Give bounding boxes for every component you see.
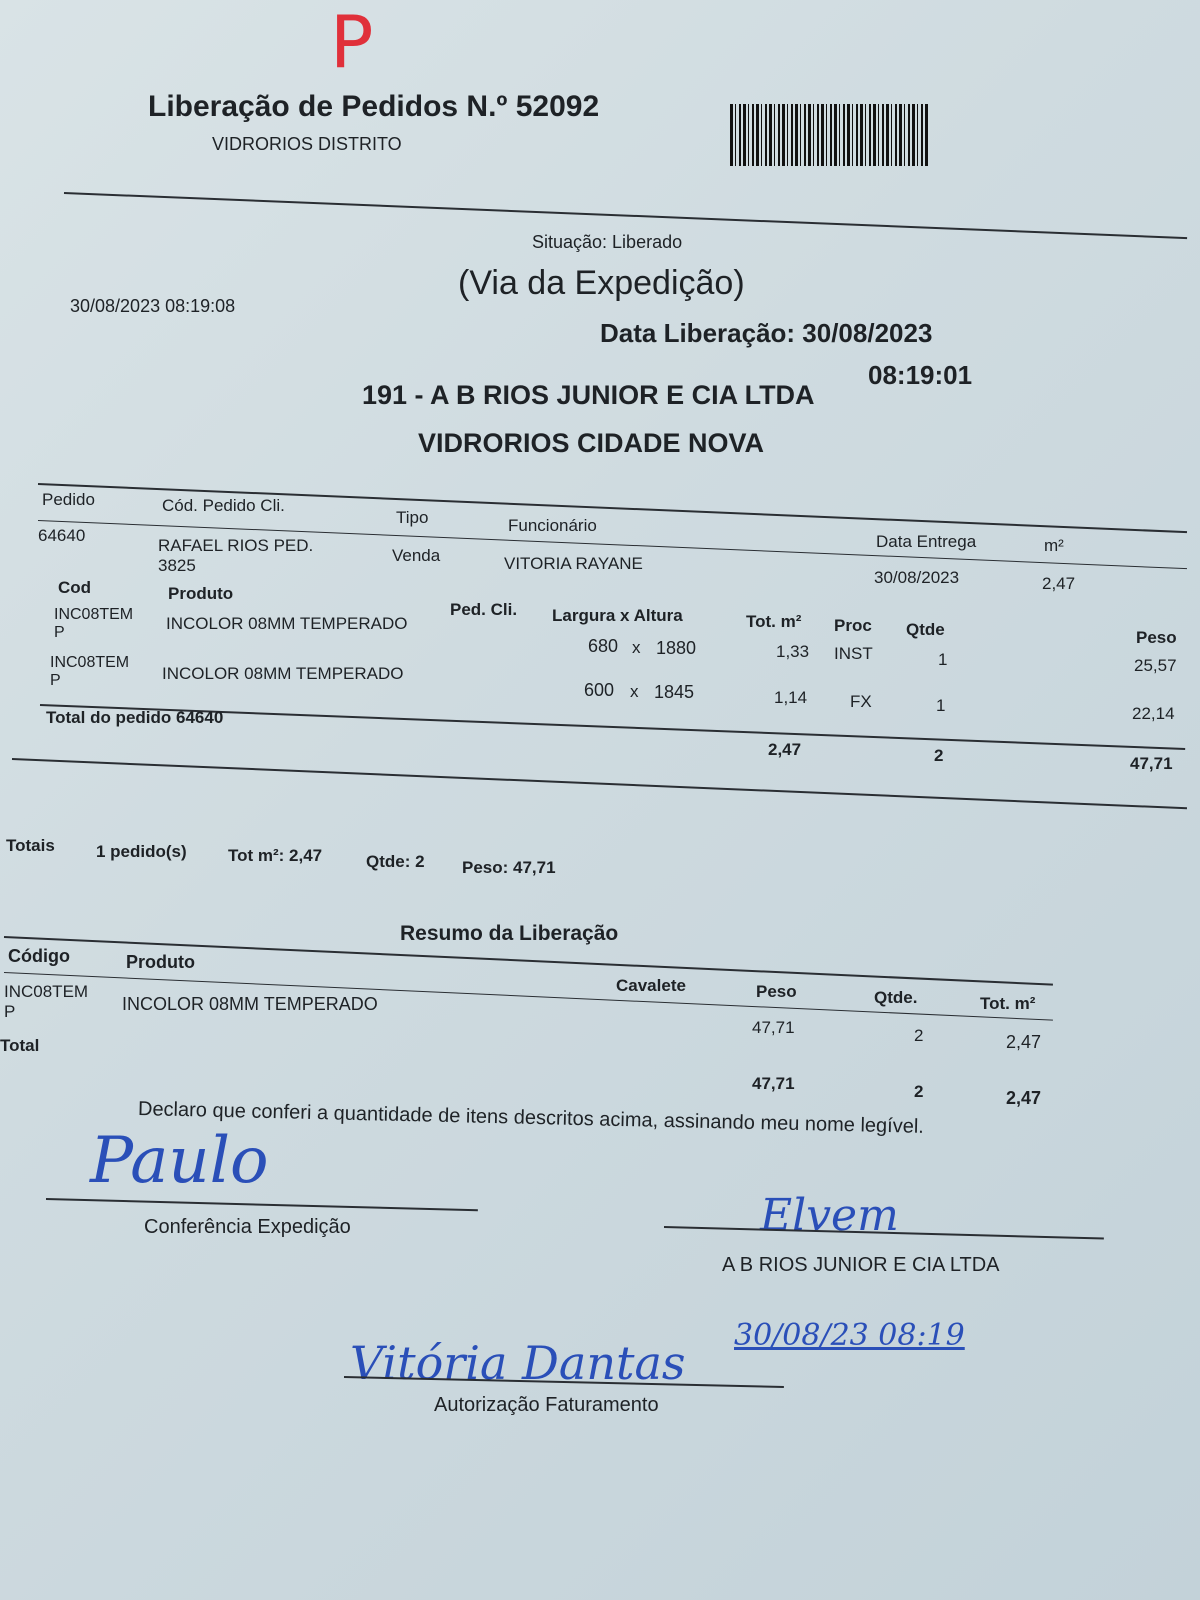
summary-total-label: Total: [0, 1036, 40, 1055]
col-cod-pedido-cli: Cód. Pedido Cli.: [162, 496, 285, 515]
col-m2: m²: [1044, 536, 1064, 555]
col-largura-altura: Largura x Altura: [552, 606, 683, 625]
item-altura: 1880: [656, 638, 697, 658]
summary-col-codigo: Código: [8, 946, 70, 966]
print-timestamp: 30/08/2023 08:19:08: [70, 296, 236, 316]
item-x: x: [630, 682, 639, 701]
col-tipo: Tipo: [396, 508, 429, 527]
totals-label: Totais: [6, 836, 55, 855]
summary-row-tot-m2: 2,47: [1006, 1032, 1042, 1052]
col-data-entrega: Data Entrega: [876, 532, 977, 551]
summary-total-qtde: 2: [914, 1082, 924, 1101]
col-proc: Proc: [834, 616, 872, 635]
item-cod-2: P: [50, 672, 61, 689]
summary-col-qtde: Qtde.: [874, 988, 918, 1007]
signature-conferencia: Paulo: [90, 1124, 269, 1198]
item-x: x: [632, 638, 641, 657]
item-produto: INCOLOR 08MM TEMPERADO: [162, 664, 404, 683]
totals-peso: Peso: 47,71: [462, 858, 556, 877]
item-peso: 25,57: [1134, 656, 1177, 675]
summary-row-produto: INCOLOR 08MM TEMPERADO: [122, 994, 378, 1014]
summary-row-cod-1: INC08TEM: [4, 982, 89, 1001]
item-produto: INCOLOR 08MM TEMPERADO: [166, 614, 408, 633]
signature-autorizacao: Vitória Dantas: [350, 1336, 686, 1390]
order-bottom-line: [12, 758, 1187, 809]
client-name: 191 - A B RIOS JUNIOR E CIA LTDA: [362, 380, 815, 410]
item-proc: INST: [834, 644, 873, 663]
item-qtde: 1: [936, 696, 946, 715]
summary-row-peso: 47,71: [752, 1018, 795, 1037]
col-peso: Peso: [1136, 628, 1177, 647]
declaration-text: Declaro que conferi a quantidade de itens descritos acima, assinando meu nome legível.: [137, 1098, 925, 1138]
order-data-entrega: 30/08/2023: [874, 568, 960, 587]
item-tot-m2: 1,33: [776, 642, 810, 661]
col-qtde: Qtde: [906, 620, 945, 639]
order-total-peso: 47,71: [1130, 754, 1173, 773]
client-signature-label: A B RIOS JUNIOR E CIA LTDA: [722, 1254, 1000, 1276]
summary-title: Resumo da Liberação: [400, 922, 619, 945]
store-name: VIDRORIOS CIDADE NOVA: [418, 428, 765, 458]
summary-col-peso: Peso: [756, 982, 797, 1001]
handwritten-mark: P: [330, 0, 374, 84]
col-ped-cli: Ped. Cli.: [450, 600, 518, 619]
order-m2: 2,47: [1042, 574, 1076, 593]
autorizacao-label: Autorização Faturamento: [434, 1394, 659, 1416]
via-label: (Via da Expedição): [458, 264, 745, 302]
item-proc: FX: [850, 692, 872, 711]
summary-col-produto: Produto: [126, 952, 195, 972]
summary-row-cod-2: P: [4, 1002, 16, 1021]
order-cod-cli-1: RAFAEL RIOS PED.: [158, 536, 314, 555]
col-tot-m2: Tot. m²: [746, 612, 802, 631]
conferencia-label: Conferência Expedição: [144, 1216, 351, 1238]
item-tot-m2: 1,14: [774, 688, 808, 707]
order-funcionario: VITORIA RAYANE: [504, 554, 643, 573]
summary-col-cavalete: Cavalete: [616, 976, 686, 995]
order-total-m2: 2,47: [768, 740, 802, 759]
order-total-label: Total do pedido 64640: [46, 708, 224, 727]
col-produto: Produto: [168, 584, 234, 603]
item-qtde: 1: [938, 650, 948, 669]
order-tipo: Venda: [392, 546, 441, 565]
situacao-label: Situação: Liberado: [532, 232, 683, 252]
summary-row-qtde: 2: [914, 1026, 924, 1045]
data-liberacao: Data Liberação: 30/08/2023: [600, 318, 933, 348]
signature-line-conferencia: [46, 1198, 478, 1211]
col-pedido: Pedido: [42, 490, 95, 509]
item-largura: 680: [588, 636, 619, 656]
order-pedido: 64640: [38, 526, 86, 545]
summary-total-tot-m2: 2,47: [1006, 1088, 1042, 1108]
totals-m2: Tot m²: 2,47: [228, 846, 323, 865]
document-title: Liberação de Pedidos N.º 52092: [148, 90, 600, 123]
summary-total-peso: 47,71: [752, 1074, 795, 1093]
item-peso: 22,14: [1132, 704, 1175, 723]
signature-client: Elvem: [760, 1190, 899, 1241]
item-cod-2: P: [54, 624, 65, 641]
item-cod-1: INC08TEM: [50, 654, 130, 671]
barcode: [730, 104, 930, 166]
item-largura: 600: [584, 680, 615, 700]
hora-liberacao: 08:19:01: [868, 360, 973, 390]
col-cod: Cod: [58, 578, 92, 597]
totals-pedidos: 1 pedido(s): [96, 842, 187, 861]
order-total-qtde: 2: [934, 746, 944, 765]
col-funcionario: Funcionário: [508, 516, 597, 535]
order-cod-cli-2: 3825: [158, 556, 196, 575]
totals-qtde: Qtde: 2: [366, 852, 425, 871]
item-cod-1: INC08TEM: [54, 606, 134, 623]
handwritten-date: 30/08/23 08:19: [734, 1318, 965, 1353]
summary-col-tot-m2: Tot. m²: [980, 994, 1036, 1013]
document-subtitle: VIDRORIOS DISTRITO: [212, 134, 402, 154]
item-altura: 1845: [654, 682, 695, 702]
